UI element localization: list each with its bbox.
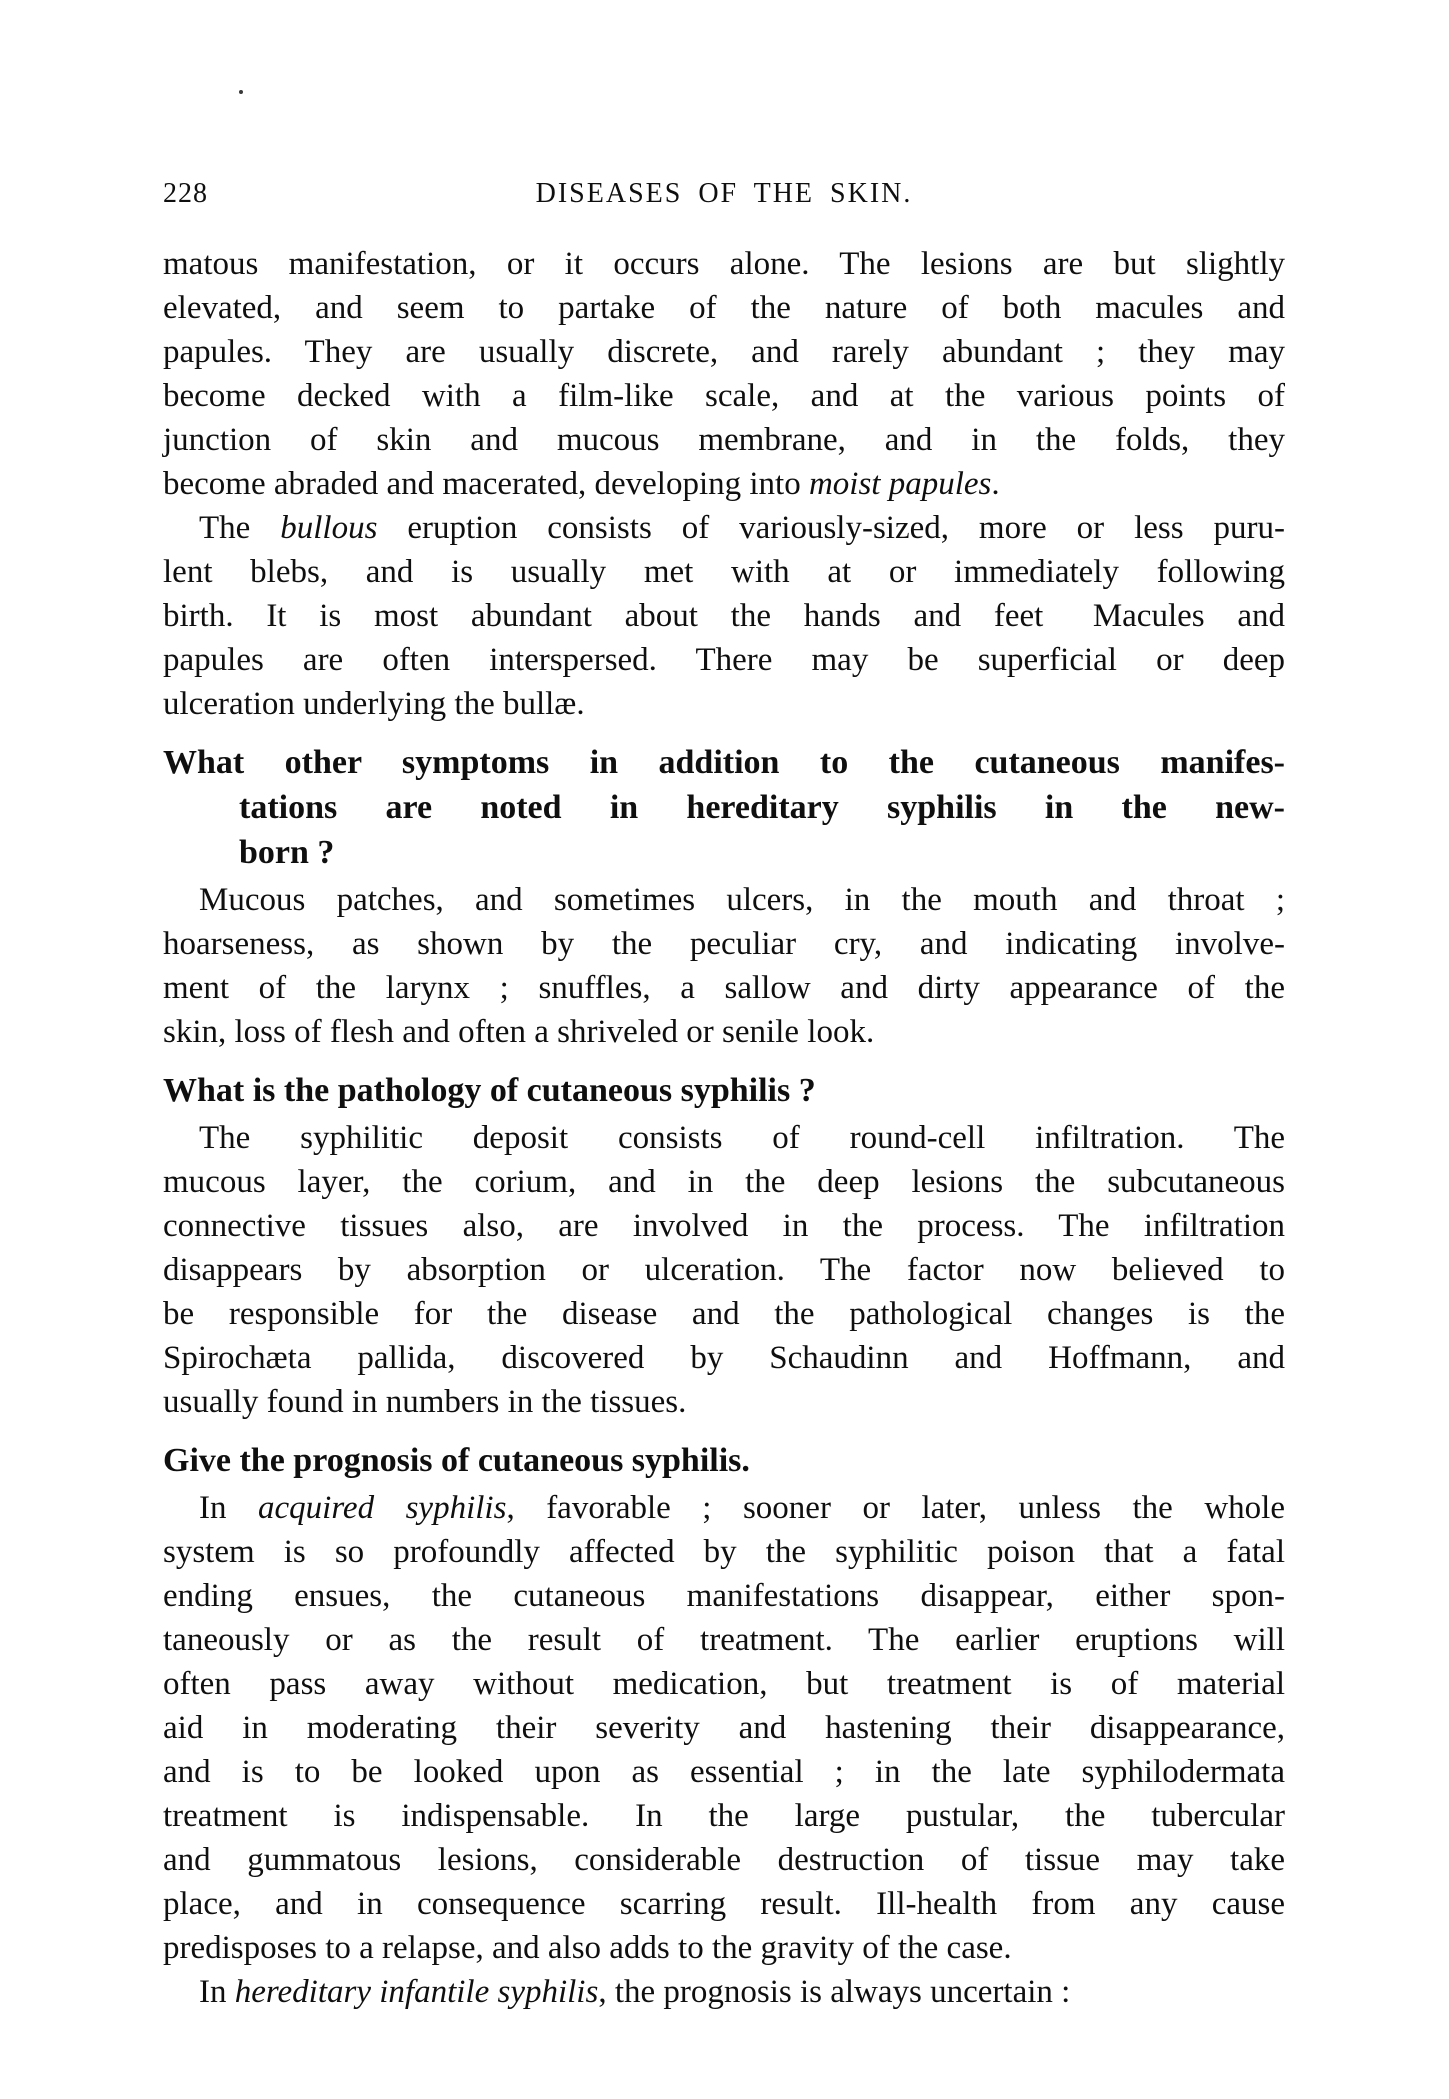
text-line: predisposes to a relapse, and also adds to the gravity of the case.: [163, 1930, 1012, 1966]
text-line: be responsible for the disease and the pathological changes is the: [163, 1296, 1285, 1332]
text-line: ending ensues, the cutaneous manifestations disappear, either spon-: [163, 1578, 1285, 1614]
text-line: and gummatous lesions, considerable destruction of tissue may take: [163, 1842, 1285, 1878]
text-line: skin, loss of flesh and often a shriveled or senile look.: [163, 1014, 875, 1050]
text-line: often pass away without medication, but treatment is of material: [163, 1666, 1285, 1702]
page-number: 228: [163, 178, 208, 209]
text-line: system is so profoundly affected by the syphilitic poison that a fatal: [163, 1534, 1285, 1570]
text-line: Mucous patches, and sometimes ulcers, in the mouth and throat ;: [199, 882, 1285, 918]
text-line: matous manifestation, or it occurs alone. The lesions are but slightly: [163, 246, 1285, 282]
text-line: elevated, and seem to partake of the nature of both macules and: [163, 290, 1285, 326]
question-heading-other-symptoms: [163, 740, 1285, 875]
question-heading-pathology: [163, 1068, 1285, 1113]
text-line: papules. They are usually discrete, and rarely abundant ; they may: [163, 334, 1285, 370]
text-line: junction of skin and mucous membrane, and in the folds, they: [163, 422, 1285, 458]
text-line: The bullous eruption consists of variously-sized, more or less puru-: [199, 510, 1286, 546]
running-header: [163, 178, 1285, 218]
text-line: What is the pathology of cutaneous syphilis ?: [163, 1072, 816, 1109]
text-line: taneously or as the result of treatment. The earlier eruptions will: [163, 1622, 1285, 1658]
text-line: papules are often interspersed. There may be superficial or deep: [163, 642, 1285, 678]
running-title: DISEASES OF THE SKIN.: [535, 178, 913, 209]
text-line: hoarseness, as shown by the peculiar cry, and indicating involve-: [163, 926, 1285, 962]
text-line: born ?: [239, 834, 335, 871]
text-line: lent blebs, and is usually met with at or immediately following: [163, 554, 1285, 590]
text-line: birth. It is most abundant about the hands and feet Macules and: [163, 598, 1285, 634]
text-line: and is to be looked upon as essential ; in the late syphilodermata: [163, 1754, 1285, 1790]
text-line: Give the prognosis of cutaneous syphilis.: [163, 1442, 750, 1479]
text-line: ment of the larynx ; snuffles, a sallow and dirty appearance of the: [163, 970, 1285, 1006]
text-line: The syphilitic deposit consists of round-cell infiltration. The: [199, 1120, 1285, 1156]
text-line: become decked with a film-like scale, and at the various points of: [163, 378, 1285, 414]
text-line: mucous layer, the corium, and in the deep lesions the subcutaneous: [163, 1164, 1285, 1200]
text-line: treatment is indispensable. In the large pustular, the tubercular: [163, 1798, 1285, 1834]
text-line: place, and in consequence scarring result. Ill-health from any cause: [163, 1886, 1285, 1922]
paragraph-syphilitic-deposit: [163, 1116, 1285, 1424]
scan-speck: [239, 90, 243, 94]
text-line: become abraded and macerated, developing into moist papules.: [163, 466, 1000, 502]
paragraph-mucous-patches: [163, 878, 1285, 1054]
text-line: What other symptoms in addition to the cutaneous manifes-: [163, 744, 1285, 781]
paragraph-acquired-syphilis: [163, 1486, 1285, 1970]
text-line: usually found in numbers in the tissues.: [163, 1384, 687, 1420]
text-line: aid in moderating their severity and hastening their disappearance,: [163, 1710, 1285, 1746]
paragraph-hereditary-infantile: [163, 1970, 1285, 2014]
text-line: connective tissues also, are involved in the process. The infiltration: [163, 1208, 1285, 1244]
text-line: In acquired syphilis, favorable ; sooner or later, unless the whole: [199, 1490, 1285, 1526]
question-heading-prognosis: [163, 1438, 1285, 1483]
text-line: ulceration underlying the bullæ.: [163, 686, 585, 722]
text-line: tations are noted in hereditary syphilis in the new-: [239, 789, 1285, 826]
page-body: [163, 242, 1285, 2014]
text-line: In hereditary infantile syphilis, the prognosis is always uncertain :: [199, 1974, 1071, 2010]
paragraph-continuation: [163, 242, 1285, 506]
text-line: disappears by absorption or ulceration. The factor now believed to: [163, 1252, 1285, 1288]
paragraph-bullous-eruption: [163, 506, 1285, 726]
text-line: Spirochæta pallida, discovered by Schaudinn and Hoffmann, and: [163, 1340, 1285, 1376]
